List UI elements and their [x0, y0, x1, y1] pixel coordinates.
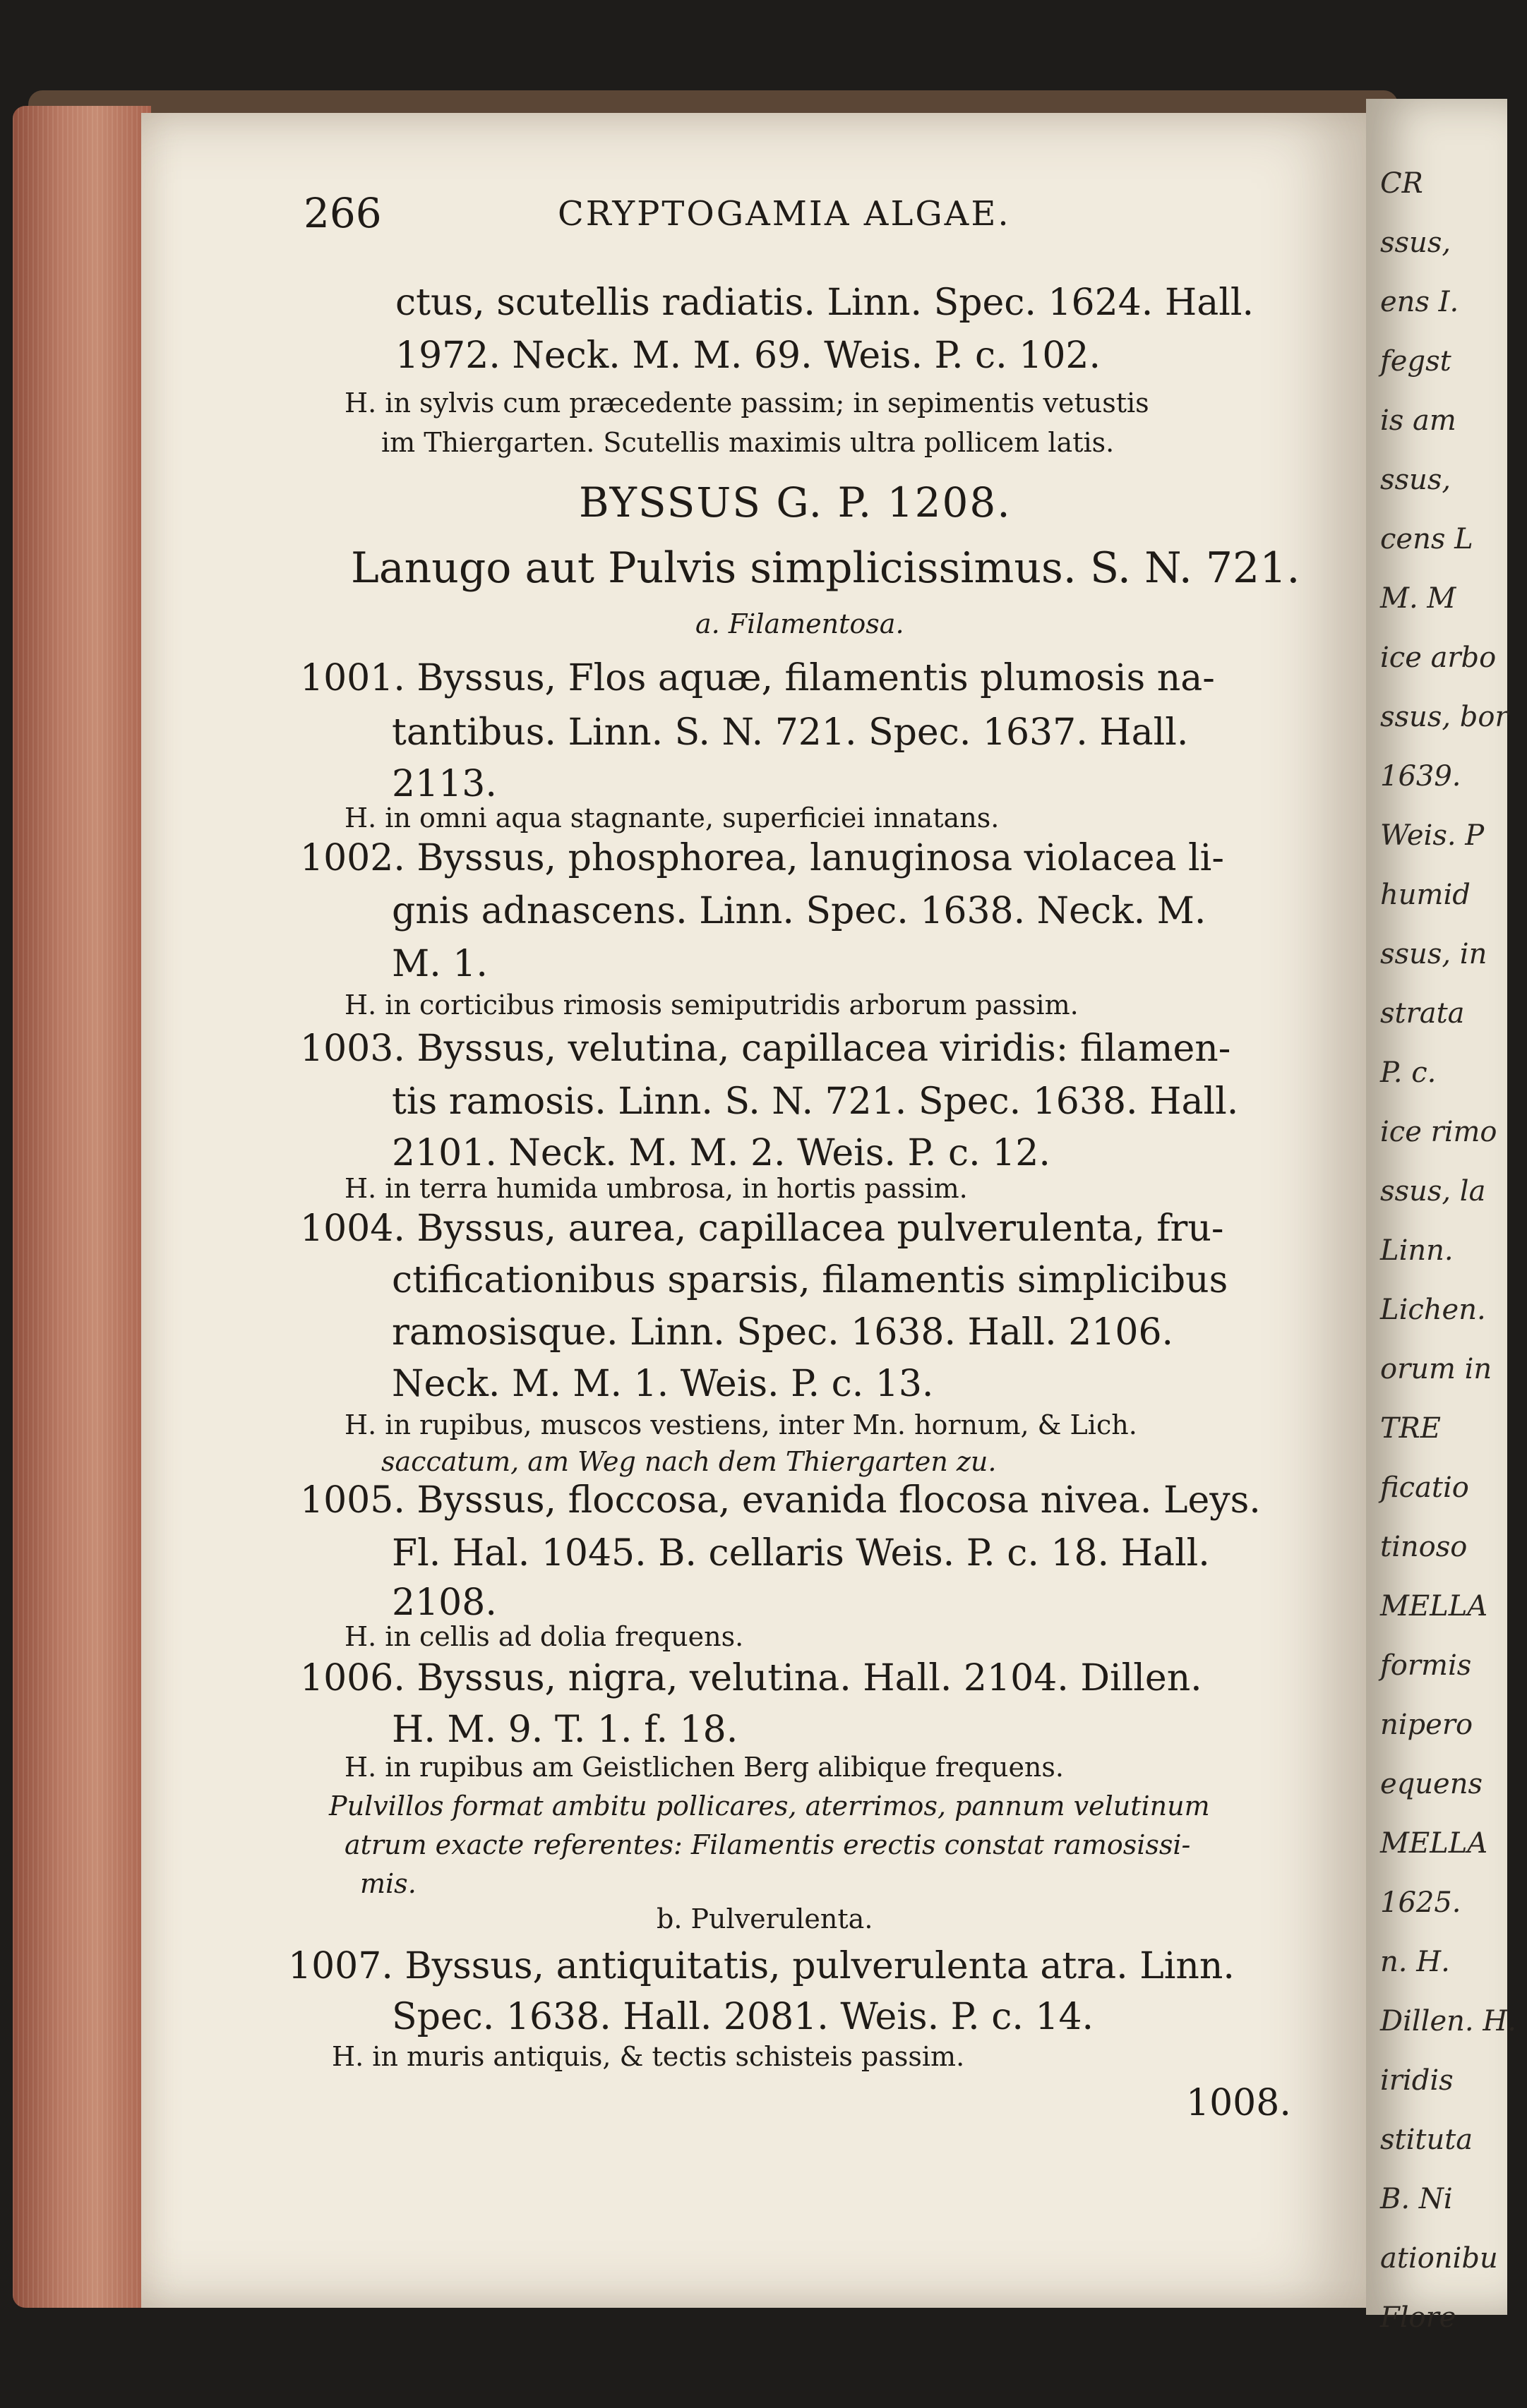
- facing-page-fragment: strata: [1380, 997, 1465, 1030]
- facing-page-fragment: M. M: [1380, 582, 1456, 615]
- facing-page-fragment: Dillen. H.: [1380, 2005, 1516, 2037]
- text-line: H. in rupibus am Geistlichen Berg alibique frequens.: [345, 1752, 1064, 1783]
- text-line: H. in rupibus, muscos vestiens, inter Mn. hornum, & Lich.: [345, 1409, 1137, 1440]
- text-line: 1972. Neck. M. M. 69. Weis. P. c. 102.: [395, 335, 1101, 377]
- text-line: H. in corticibus rimosis semiputridis arborum passim.: [345, 989, 1079, 1021]
- facing-page-fragment: iridis: [1380, 2064, 1454, 2097]
- running-title: CRYPTOGAMIA ALGAE.: [558, 194, 1011, 234]
- section-heading: b. Pulverulenta.: [657, 1903, 873, 1934]
- facing-page-fragment: is am: [1380, 404, 1456, 437]
- facing-page-fragment: Weis. P: [1380, 819, 1485, 852]
- facing-page-fragment: MELLA: [1380, 1827, 1488, 1860]
- facing-page-fragment: n. H.: [1380, 1946, 1450, 1978]
- facing-page-fragment: ice rimo: [1380, 1116, 1497, 1148]
- page-fore-edge: [13, 106, 151, 2308]
- text-line: 2108.: [392, 1582, 497, 1624]
- text-line: H. in cellis ad dolia frequens.: [345, 1621, 744, 1652]
- facing-page: [1366, 99, 1516, 2334]
- facing-page-fragment: CR: [1380, 167, 1423, 200]
- facing-page-fragment: Flore: [1380, 2301, 1456, 2334]
- text-line: ramosisque. Linn. Spec. 1638. Hall. 2106.: [392, 1311, 1174, 1354]
- facing-page-fragment: ssus,: [1380, 227, 1451, 259]
- text-line: 1002. Byssus, phosphorea, lanuginosa violacea li-: [300, 837, 1224, 879]
- facing-page-fragment: nipero: [1380, 1709, 1473, 1741]
- text-line: H. in omni aqua stagnante, superficiei innatans.: [345, 802, 1000, 833]
- text-line: saccatum, am Weg nach dem Thiergarten zu.: [381, 1446, 997, 1477]
- text-line: Spec. 1638. Hall. 2081. Weis. P. c. 14.: [392, 1996, 1094, 2038]
- page-number: 266: [304, 189, 382, 237]
- genus-heading: BYSSUS G. P. 1208.: [579, 478, 1012, 526]
- text-line: gnis adnascens. Linn. Spec. 1638. Neck. M.: [392, 890, 1206, 932]
- text-line: Neck. M. M. 1. Weis. P. c. 13.: [392, 1363, 934, 1405]
- facing-page-fragment: P. c.: [1380, 1056, 1437, 1089]
- facing-page-fragment: tinoso: [1380, 1531, 1468, 1563]
- text-line: 1004. Byssus, aurea, capillacea pulverulenta, fru-: [300, 1208, 1224, 1250]
- facing-page-fragment: B. Ni: [1380, 2183, 1453, 2215]
- facing-page-fragment: formis: [1380, 1649, 1472, 1682]
- text-line: Pulvillos format ambitu pollicares, aterrimos, pannum velutinum: [329, 1790, 1210, 1822]
- facing-page-fragment: 1639.: [1380, 760, 1461, 793]
- text-line: 1005. Byssus, floccosa, evanida flocosa nivea. Leys.: [300, 1479, 1261, 1522]
- facing-page-fragment: ice arbo: [1380, 642, 1497, 674]
- facing-page-fragment: ens I.: [1380, 286, 1459, 318]
- facing-page-fragment: ssus, bor: [1380, 701, 1509, 733]
- facing-page-fragment: Linn.: [1380, 1234, 1454, 1267]
- text-line: im Thiergarten. Scutellis maximis ultra pollicem latis.: [381, 427, 1115, 458]
- text-line: mis.: [360, 1868, 417, 1899]
- facing-page-fragments: [1380, 167, 1516, 2363]
- text-line: H. in sylvis cum præcedente passim; in sepimentis vetustis: [345, 387, 1149, 419]
- facing-page-fragment: MELLA: [1380, 1590, 1488, 1623]
- text-line: 1007. Byssus, antiquitatis, pulverulenta atra. Linn.: [288, 1945, 1235, 1987]
- text-line: ctificationibus sparsis, filamentis simplicibus: [392, 1259, 1228, 1301]
- text-line: H. in muris antiquis, & tectis schisteis passim.: [332, 2041, 965, 2072]
- text-line: 1001. Byssus, Flos aquæ, filamentis plumosis na-: [300, 657, 1215, 699]
- text-line: 2101. Neck. M. M. 2. Weis. P. c. 12.: [392, 1132, 1050, 1174]
- facing-page-fragment: fegst: [1380, 345, 1451, 378]
- section-heading: a. Filamentosa.: [695, 608, 904, 639]
- facing-page-fragment: ationibu: [1380, 2242, 1498, 2275]
- genus-definition: Lanugo aut Pulvis simplicissimus. S. N. 721.: [351, 543, 1300, 593]
- facing-page-fragment: orum in: [1380, 1353, 1492, 1385]
- text-line: 2113.: [392, 763, 497, 805]
- facing-page-fragment: cens L: [1380, 523, 1473, 555]
- text-line: 1006. Byssus, nigra, velutina. Hall. 2104. Dillen.: [300, 1657, 1202, 1699]
- facing-page-fragment: humid: [1380, 879, 1471, 911]
- catchword: 1008.: [1186, 2082, 1291, 2124]
- facing-page-fragment: TRE: [1380, 1412, 1441, 1445]
- text-line: H. in terra humida umbrosa, in hortis passim.: [345, 1173, 968, 1204]
- text-line: ctus, scutellis radiatis. Linn. Spec. 1624. Hall.: [395, 282, 1254, 324]
- facing-page-fragment: stituta: [1380, 2124, 1473, 2156]
- facing-page-fragment: ssus, la: [1380, 1175, 1486, 1208]
- facing-page-fragment: ssus, in: [1380, 938, 1487, 970]
- text-line: tis ramosis. Linn. S. N. 721. Spec. 1638. Hall.: [392, 1080, 1239, 1123]
- facing-page-fragment: Lichen.: [1380, 1294, 1486, 1326]
- facing-page-fragment: equens: [1380, 1768, 1483, 1800]
- facing-page-fragment: ssus,: [1380, 464, 1451, 496]
- facing-page-fragment: ficatio: [1380, 1471, 1469, 1504]
- text-line: M. 1.: [392, 943, 488, 985]
- text-line: Fl. Hal. 1045. B. cellaris Weis. P. c. 18. Hall.: [392, 1532, 1210, 1575]
- text-line: 1003. Byssus, velutina, capillacea viridis: filamen-: [300, 1028, 1231, 1070]
- text-line: H. M. 9. T. 1. f. 18.: [392, 1709, 738, 1751]
- facing-page-fragment: 1625.: [1380, 1886, 1461, 1919]
- text-line: tantibus. Linn. S. N. 721. Spec. 1637. Hall.: [392, 711, 1189, 754]
- text-line: atrum exacte referentes: Filamentis erectis constat ramosissi-: [345, 1829, 1191, 1860]
